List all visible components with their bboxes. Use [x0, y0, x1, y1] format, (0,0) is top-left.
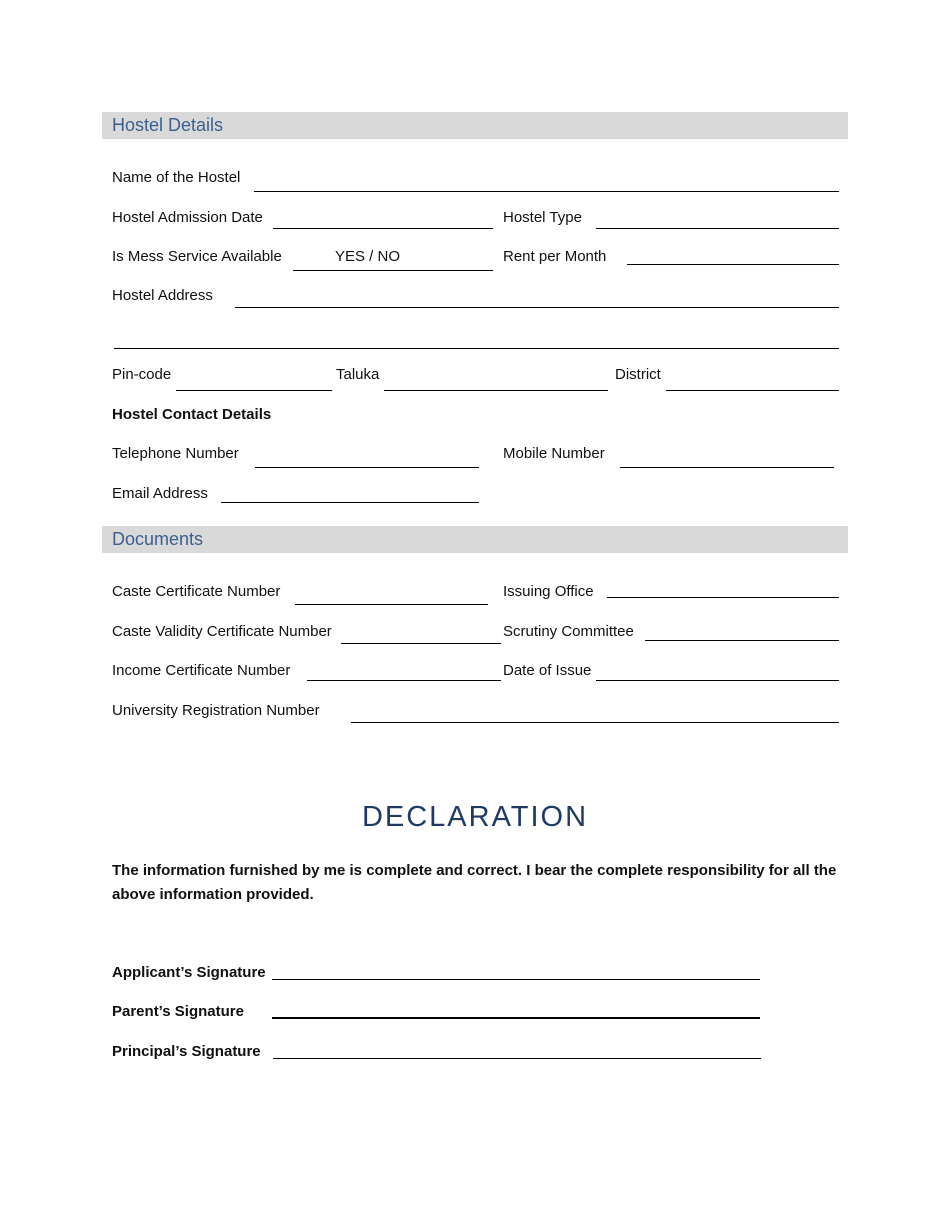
principal-signature-field[interactable]	[273, 1039, 761, 1059]
mess-service-options: YES / NO	[335, 248, 401, 265]
rent-field[interactable]	[627, 245, 839, 265]
documents-title: Documents	[112, 529, 204, 549]
hostel-type-label: Hostel Type	[503, 209, 582, 226]
telephone-label: Telephone Number	[112, 445, 239, 462]
applicant-signature-label: Applicant’s Signature	[112, 964, 266, 981]
caste-validity-field[interactable]	[341, 624, 501, 644]
university-registration-field[interactable]	[351, 703, 839, 723]
admission-date-field[interactable]	[273, 209, 493, 229]
email-label: Email Address	[112, 485, 208, 502]
pincode-label: Pin-code	[112, 366, 172, 383]
declaration-title: DECLARATION	[361, 801, 589, 833]
rent-label: Rent per Month	[503, 248, 607, 265]
issuing-office-field[interactable]	[607, 578, 839, 598]
email-field[interactable]	[221, 483, 479, 503]
hostel-address-field-line1[interactable]	[235, 288, 839, 308]
district-field[interactable]	[666, 371, 839, 391]
income-certificate-field[interactable]	[307, 661, 501, 681]
caste-certificate-label: Caste Certificate Number	[112, 583, 281, 600]
hostel-address-field-line2[interactable]	[114, 329, 839, 349]
declaration-text: The information furnished by me is complete and correct. I bear the complete responsibility for all the above information provided.	[112, 862, 837, 903]
hostel-details-title: Hostel Details	[112, 115, 224, 135]
applicant-signature-field[interactable]	[272, 960, 760, 980]
hostel-address-label: Hostel Address	[112, 287, 213, 304]
scrutiny-committee-field[interactable]	[645, 621, 839, 641]
contact-details-heading: Hostel Contact Details	[112, 406, 272, 423]
hostel-name-field[interactable]	[254, 172, 839, 192]
mess-service-field[interactable]	[293, 248, 493, 271]
documents-header	[102, 526, 848, 553]
hostel-type-field[interactable]	[596, 209, 839, 229]
caste-certificate-field[interactable]	[295, 585, 488, 605]
income-certificate-label: Income Certificate Number	[112, 662, 291, 679]
parent-signature-field[interactable]	[272, 999, 760, 1019]
hostel-name-label: Name of the Hostel	[112, 169, 241, 186]
university-registration-label: University Registration Number	[112, 702, 320, 719]
parent-signature-label: Parent’s Signature	[112, 1003, 244, 1020]
pincode-field[interactable]	[176, 371, 332, 391]
mobile-label: Mobile Number	[503, 445, 605, 462]
taluka-label: Taluka	[336, 366, 380, 383]
hostel-details-header	[102, 112, 848, 139]
admission-date-label: Hostel Admission Date	[112, 209, 263, 226]
telephone-field[interactable]	[255, 448, 479, 468]
scrutiny-committee-label: Scrutiny Committee	[503, 623, 634, 640]
date-of-issue-label: Date of Issue	[503, 662, 592, 679]
district-label: District	[615, 366, 661, 383]
mess-service-label: Is Mess Service Available	[112, 248, 282, 265]
taluka-field[interactable]	[384, 371, 608, 391]
mobile-field[interactable]	[620, 448, 834, 468]
date-of-issue-field[interactable]	[596, 661, 839, 681]
caste-validity-label: Caste Validity Certificate Number	[112, 623, 332, 640]
issuing-office-label: Issuing Office	[503, 583, 594, 600]
principal-signature-label: Principal’s Signature	[112, 1043, 261, 1060]
